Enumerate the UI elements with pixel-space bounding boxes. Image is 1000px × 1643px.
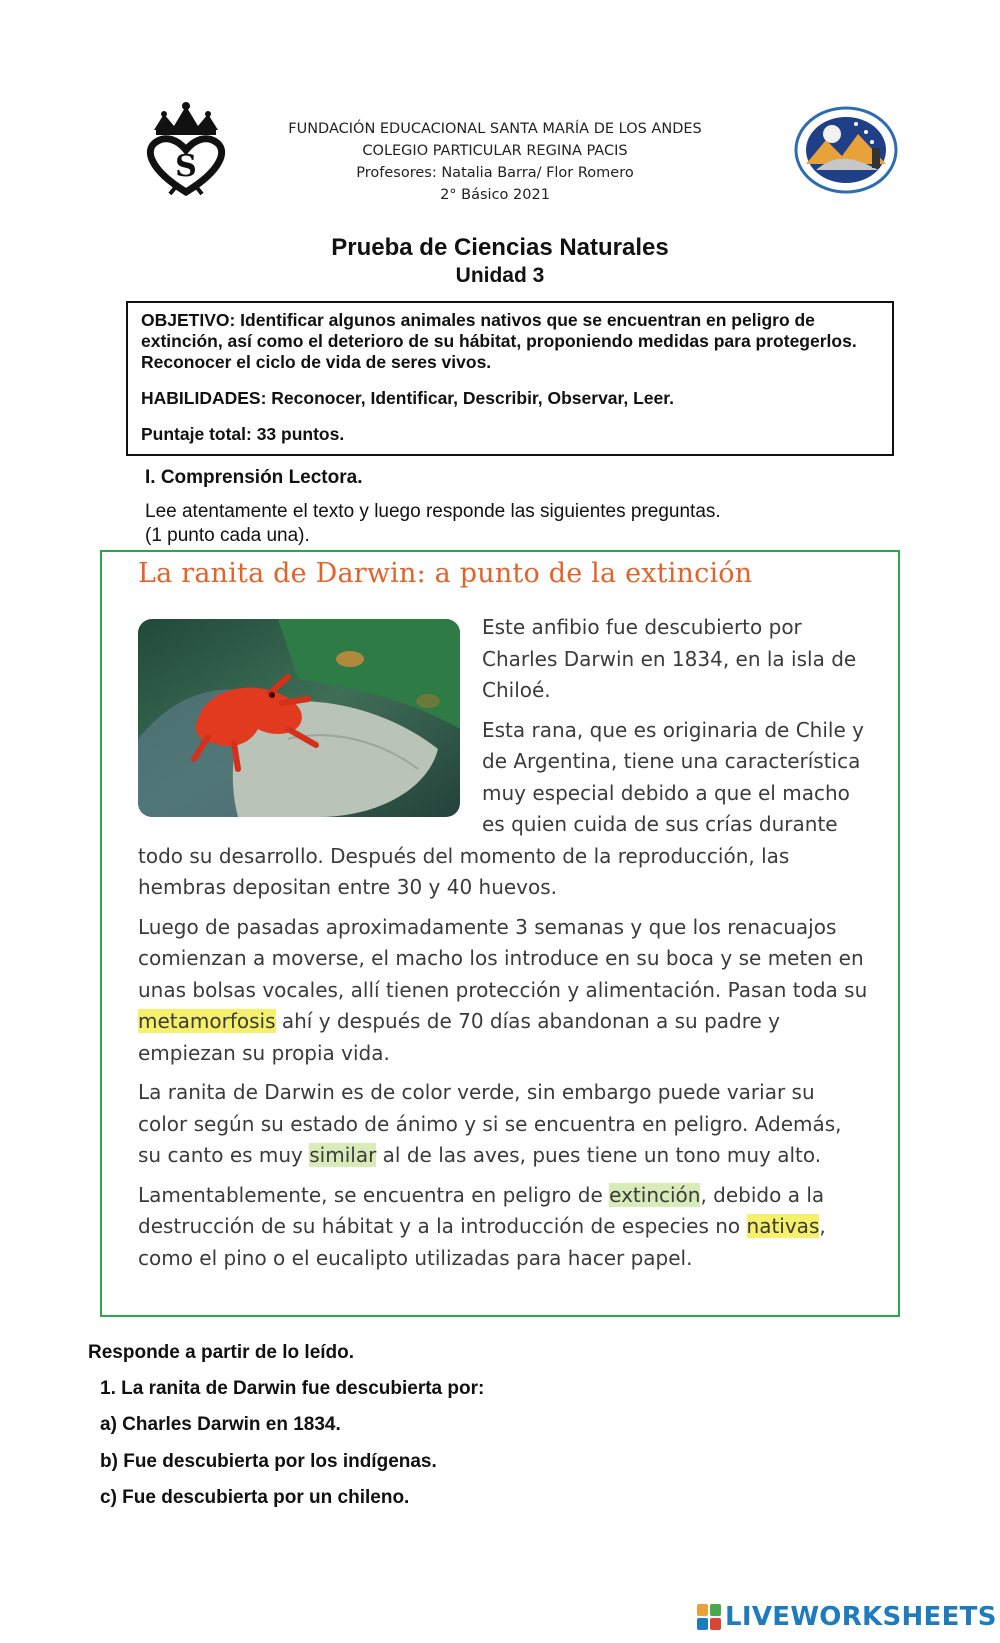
instruction-line-2: (1 punto cada una). xyxy=(145,525,310,546)
header-grade-year: 2° Básico 2021 xyxy=(440,187,550,203)
question-1: 1. La ranita de Darwin fue descubierta por: xyxy=(100,1378,485,1399)
objective-box xyxy=(126,301,894,456)
paragraph-4 xyxy=(138,1077,868,1172)
section-instructions xyxy=(145,500,845,548)
total-score-text: Puntaje total: 33 puntos. xyxy=(141,424,345,444)
reading-text xyxy=(138,612,868,1282)
paragraph-2 xyxy=(138,715,868,904)
paragraph-1: Este anfibio fue descubierto por Charles Darwin en 1834, en la isla de Chiloé. xyxy=(482,615,857,702)
reading-title: La ranita de Darwin: a punto de la extinción xyxy=(138,558,753,589)
highlight-similar: similar xyxy=(309,1143,377,1167)
objective-text: OBJETIVO: Identificar algunos animales nativos que se encuentran en peligro de extinción, así como el deterioro de su hábitat, proponiendo medidas para protegerlos. Reconocer el ciclo de vida de seres vivos. xyxy=(141,310,857,372)
skills-text: HABILIDADES: Reconocer, Identificar, Describir, Observar, Leer. xyxy=(141,388,674,408)
header-college: COLEGIO PARTICULAR REGINA PACIS xyxy=(362,143,628,159)
paragraph-5-text-a: Lamentablemente, se encuentra en peligro de xyxy=(138,1182,610,1207)
paragraph-3-text-a: Luego de pasadas aproximadamente 3 semanas y que los renacuajos comienzan a moverse, el macho los introduce en su boca y se meten en unas bolsas vocales, allí tienen protección y alimentación. Pasan toda su xyxy=(138,914,868,1002)
paragraph-5-text-c: , como el pino o el eucalipto utilizadas para hacer papel. xyxy=(138,1214,826,1270)
paragraph-5-text-b: , debido a la destrucción de su hábitat y a la introducción de especies no xyxy=(138,1182,825,1238)
highlight-extincion: extinción xyxy=(609,1182,701,1207)
highlight-nativas: nativas xyxy=(746,1214,820,1238)
questions-prompt: Responde a partir de lo leído. xyxy=(88,1342,355,1363)
page-subtitle: Unidad 3 xyxy=(455,264,545,287)
reading-box xyxy=(100,550,900,1317)
section-title: I. Comprensión Lectora. xyxy=(145,467,363,488)
paragraph-3-text-b: ahí y después de 70 días abandonan a su padre y empiezan su propia vida. xyxy=(138,1009,780,1065)
instruction-line-1: Lee atentamente el texto y luego responde las siguientes preguntas. xyxy=(145,501,721,522)
liveworksheets-text: LIVEWORKSHEETS xyxy=(725,1602,997,1632)
college-seal-logo xyxy=(792,104,900,196)
header-teachers: Profesores: Natalia Barra/ Flor Romero xyxy=(356,165,634,181)
paragraph-5 xyxy=(138,1180,868,1275)
paragraph-4-text-b: al de las aves, pues tiene un tono muy alto. xyxy=(376,1143,822,1167)
paragraph-3 xyxy=(138,912,868,1070)
liveworksheets-icon xyxy=(697,1604,721,1630)
highlight-metamorfosis: metamorfosis xyxy=(138,1009,276,1033)
option-c[interactable]: c) Fue descubierta por un chileno. xyxy=(100,1487,410,1508)
paragraph-2-text: Esta rana, que es originaria de Chile y de Argentina, tiene una característica muy especial debido a que el macho es quien cuida de sus crías durante todo su desarrollo. Después del momento de la reproducción, las hembras depositan entre 30 y 40 huevos. xyxy=(138,717,864,899)
header-foundation: FUNDACIÓN EDUCACIONAL SANTA MARÍA DE LOS ANDES xyxy=(288,121,702,137)
page-title: Prueba de Ciencias Naturales xyxy=(331,234,669,261)
paragraph-4-text-a: La ranita de Darwin es de color verde, sin embargo puede variar su color según su estado de ánimo y si se encuentra en peligro. Además, su canto es muy xyxy=(138,1080,842,1167)
school-crest-logo xyxy=(140,100,232,196)
svg-text:S: S xyxy=(175,149,197,184)
option-a[interactable]: a) Charles Darwin en 1834. xyxy=(100,1414,341,1435)
option-b[interactable]: b) Fue descubierta por los indígenas. xyxy=(100,1451,437,1472)
school-header xyxy=(250,118,740,206)
liveworksheets-logo[interactable] xyxy=(697,1602,997,1632)
